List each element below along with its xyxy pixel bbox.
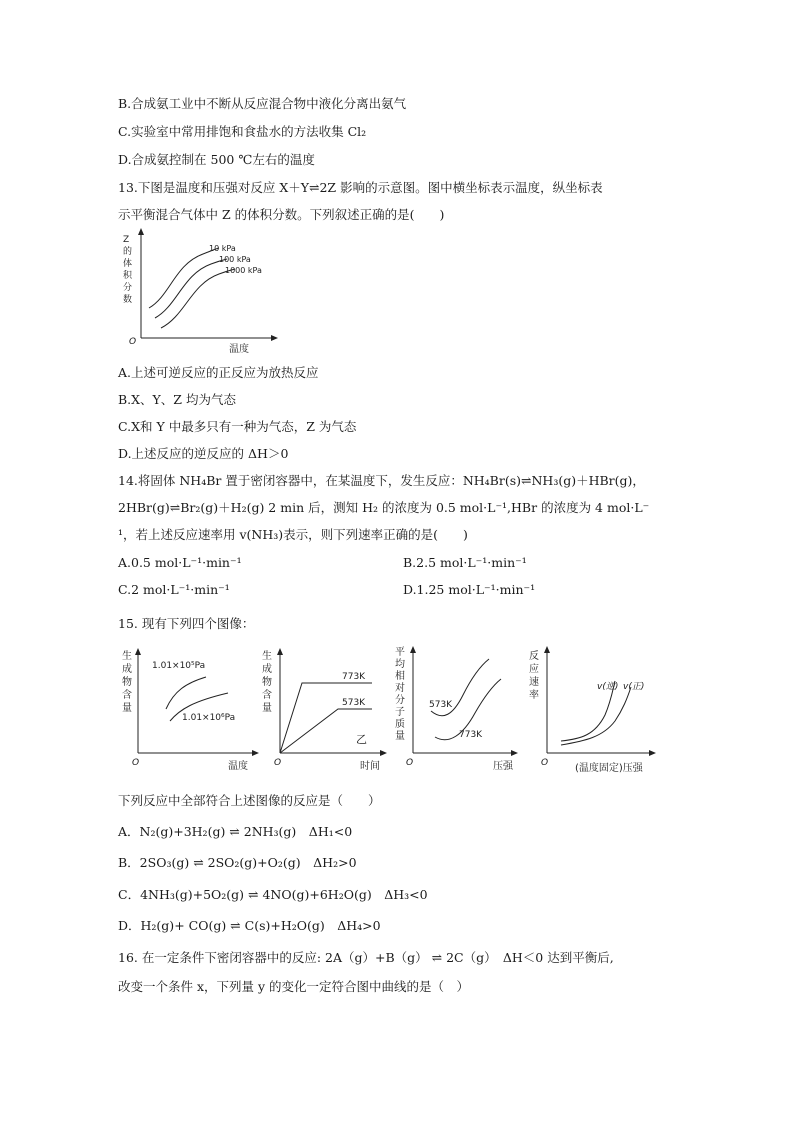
q15-graph4-label-reverse: v(逆) xyxy=(597,682,619,692)
svg-text:积: 积 xyxy=(123,271,133,281)
svg-text:质: 质 xyxy=(395,719,405,730)
q15-graph4-xlabel: (温度固定)压强 xyxy=(575,763,643,774)
q15-graph4-label-forward: v(正) xyxy=(623,682,645,692)
svg-text:量: 量 xyxy=(262,703,272,714)
svg-text:生: 生 xyxy=(122,651,132,662)
q13-curve-1000kpa xyxy=(161,269,235,328)
svg-text:率: 率 xyxy=(529,690,539,701)
q12-option-d: D.合成氨控制在 500 ℃左右的温度 xyxy=(118,152,315,167)
q15-graph3-x-arrow xyxy=(511,750,518,756)
q14-stem-line3: ¹，若上述反应速率用 v(NH₃)表示，则下列速率正确的是( ) xyxy=(118,527,468,542)
q15-graph1-ylabel xyxy=(122,649,132,714)
svg-text:反: 反 xyxy=(529,651,539,662)
svg-text:分: 分 xyxy=(123,283,133,293)
q15-option-d: D．H₂(g)+ CO(g) ⇌ C(s)+H₂O(g) ΔH₄>0 xyxy=(118,918,381,933)
q15-graph1-xlabel: 温度 xyxy=(228,761,248,772)
q15-graph2-tag: 乙 xyxy=(356,733,367,746)
q13-figure xyxy=(115,226,285,356)
q15-graph4 xyxy=(525,645,665,775)
svg-text:均: 均 xyxy=(395,659,405,670)
q13-label-1000kpa: 1000 kPa xyxy=(225,266,262,275)
q15-graph2-line-573k xyxy=(280,709,372,753)
q12-option-c: C.实验室中常用排饱和食盐水的方法收集 Cl₂ xyxy=(118,124,367,139)
q15-stem: 15. 现有下列四个图像： xyxy=(118,616,255,631)
svg-text:含: 含 xyxy=(262,690,272,701)
q14-stem-line2: 2HBr(g)⇌Br₂(g)＋H₂(g) 2 min 后，测知 H₂ 的浓度为 0.5 mol·L⁻¹,HBr 的浓度为 4 mol·L⁻ xyxy=(118,500,650,515)
svg-text:成: 成 xyxy=(122,664,132,675)
q12-option-b: B.合成氨工业中不断从反应混合物中液化分离出氨气 xyxy=(118,96,407,111)
q15-graph2-ylabel xyxy=(262,649,272,714)
q15-graph4-ylabel xyxy=(529,649,539,701)
q15-graph4-y-arrow xyxy=(544,646,550,653)
q13-stem-line2: 示平衡混合气体中 Z 的体积分数。下列叙述正确的是( ) xyxy=(118,207,445,222)
q13-curve-10kpa xyxy=(149,248,219,308)
q16-stem-line2: 改变一个条件 x，下列量 y 的变化一定符合图中曲线的是（ ） xyxy=(118,979,470,994)
q13-ylabel xyxy=(123,235,133,305)
q14-stem-line1: 14.将固体 NH₄Br 置于密闭容器中，在某温度下，发生反应：NH₄Br(s)⇌NH₃(g)＋HBr(g)， xyxy=(118,473,645,488)
q15-option-c: C．4NH₃(g)+5O₂(g) ⇌ 4NO(g)+6H₂O(g) ΔH₃<0 xyxy=(118,887,428,902)
svg-text:Z: Z xyxy=(123,235,130,245)
svg-text:相: 相 xyxy=(395,671,405,682)
q13-option-c: C.X和 Y 中最多只有一种为气态，Z 为气态 xyxy=(118,419,357,434)
svg-text:量: 量 xyxy=(122,703,132,714)
svg-text:成: 成 xyxy=(262,664,272,675)
q15-option-a: A．N₂(g)+3H₂(g) ⇌ 2NH₃(g) ΔH₁<0 xyxy=(118,824,353,839)
svg-text:应: 应 xyxy=(529,664,539,675)
svg-text:量: 量 xyxy=(395,731,405,742)
svg-text:对: 对 xyxy=(395,683,405,694)
q14-option-b: B.2.5 mol·L⁻¹·min⁻¹ xyxy=(403,555,527,570)
svg-text:的: 的 xyxy=(123,247,133,257)
svg-text:分: 分 xyxy=(395,695,405,706)
q13-option-d: D.上述反应的逆反应的 ΔH＞0 xyxy=(118,446,289,461)
q15-graph4-curve-forward xyxy=(561,687,631,745)
q13-stem-line1: 13.下图是温度和压强对反应 X＋Y⇌2Z 影响的示意图。图中横坐标表示温度，纵坐标表 xyxy=(118,180,603,195)
q15-graph1-label-high: 1.01×10⁵Pa xyxy=(152,661,206,671)
q13-y-arrow xyxy=(138,228,144,235)
q15-graph1-label-low: 1.01×10⁶Pa xyxy=(182,713,236,723)
q15-graph2-xlabel: 时间 xyxy=(360,761,380,772)
q15-graph3-label-573k: 573K xyxy=(429,700,453,710)
q15-graph2 xyxy=(258,645,393,775)
q14-option-c: C.2 mol·L⁻¹·min⁻¹ xyxy=(118,582,230,597)
q13-xlabel: 温度 xyxy=(229,344,249,355)
q15-graph2-x-arrow xyxy=(380,750,387,756)
svg-text:数: 数 xyxy=(123,295,133,305)
q15-graph1-y-arrow xyxy=(135,648,141,655)
q15-option-b: B．2SO₃(g) ⇌ 2SO₂(g)+O₂(g) ΔH₂>0 xyxy=(118,855,357,870)
q16-stem-line1: 16. 在一定条件下密闭容器中的反应: 2A（g）+B（g） ⇌ 2C（g） ΔH＜0 达到平衡后, xyxy=(118,950,614,965)
q15-graph1 xyxy=(118,645,263,775)
q13-option-a: A.上述可逆反应的正反应为放热反应 xyxy=(118,365,319,380)
q15-graph3-y-arrow xyxy=(410,646,416,653)
q15-graph3-origin: O xyxy=(406,758,414,768)
q15-graph2-label-573k: 573K xyxy=(342,698,366,708)
q13-curve-100kpa xyxy=(155,259,227,318)
q15-graph2-y-arrow xyxy=(277,648,283,655)
q14-option-a: A.0.5 mol·L⁻¹·min⁻¹ xyxy=(118,555,242,570)
svg-text:生: 生 xyxy=(262,651,272,662)
q15-graph1-curve-1e5 xyxy=(166,677,206,709)
q15-graph3-ylabel xyxy=(395,646,405,742)
q15-graph3 xyxy=(393,645,523,775)
q15-graph3-xlabel: 压强 xyxy=(493,761,513,772)
q13-option-b: B.X、Y、Z 均为气态 xyxy=(118,392,236,407)
svg-text:含: 含 xyxy=(122,690,132,701)
q13-label-10kpa: 10 kPa xyxy=(209,244,236,253)
q15-question: 下列反应中全部符合上述图像的反应是（ ） xyxy=(118,793,381,808)
svg-text:平: 平 xyxy=(395,647,405,658)
q15-graph2-label-773k: 773K xyxy=(342,672,366,682)
q15-graph3-label-773k: 773K xyxy=(459,730,483,740)
svg-text:物: 物 xyxy=(262,677,272,688)
q13-origin: O xyxy=(129,337,137,347)
svg-text:子: 子 xyxy=(395,707,405,718)
q15-graph4-origin: O xyxy=(541,758,549,768)
q13-label-100kpa: 100 kPa xyxy=(219,255,251,264)
q14-option-d: D.1.25 mol·L⁻¹·min⁻¹ xyxy=(403,582,536,597)
svg-text:速: 速 xyxy=(529,677,539,688)
svg-text:体: 体 xyxy=(123,259,133,269)
q15-graph4-x-arrow xyxy=(649,750,656,756)
q15-graph1-origin: O xyxy=(132,758,140,768)
q13-x-arrow xyxy=(271,335,278,341)
q15-graph2-origin: O xyxy=(274,758,282,768)
svg-text:物: 物 xyxy=(122,677,132,688)
